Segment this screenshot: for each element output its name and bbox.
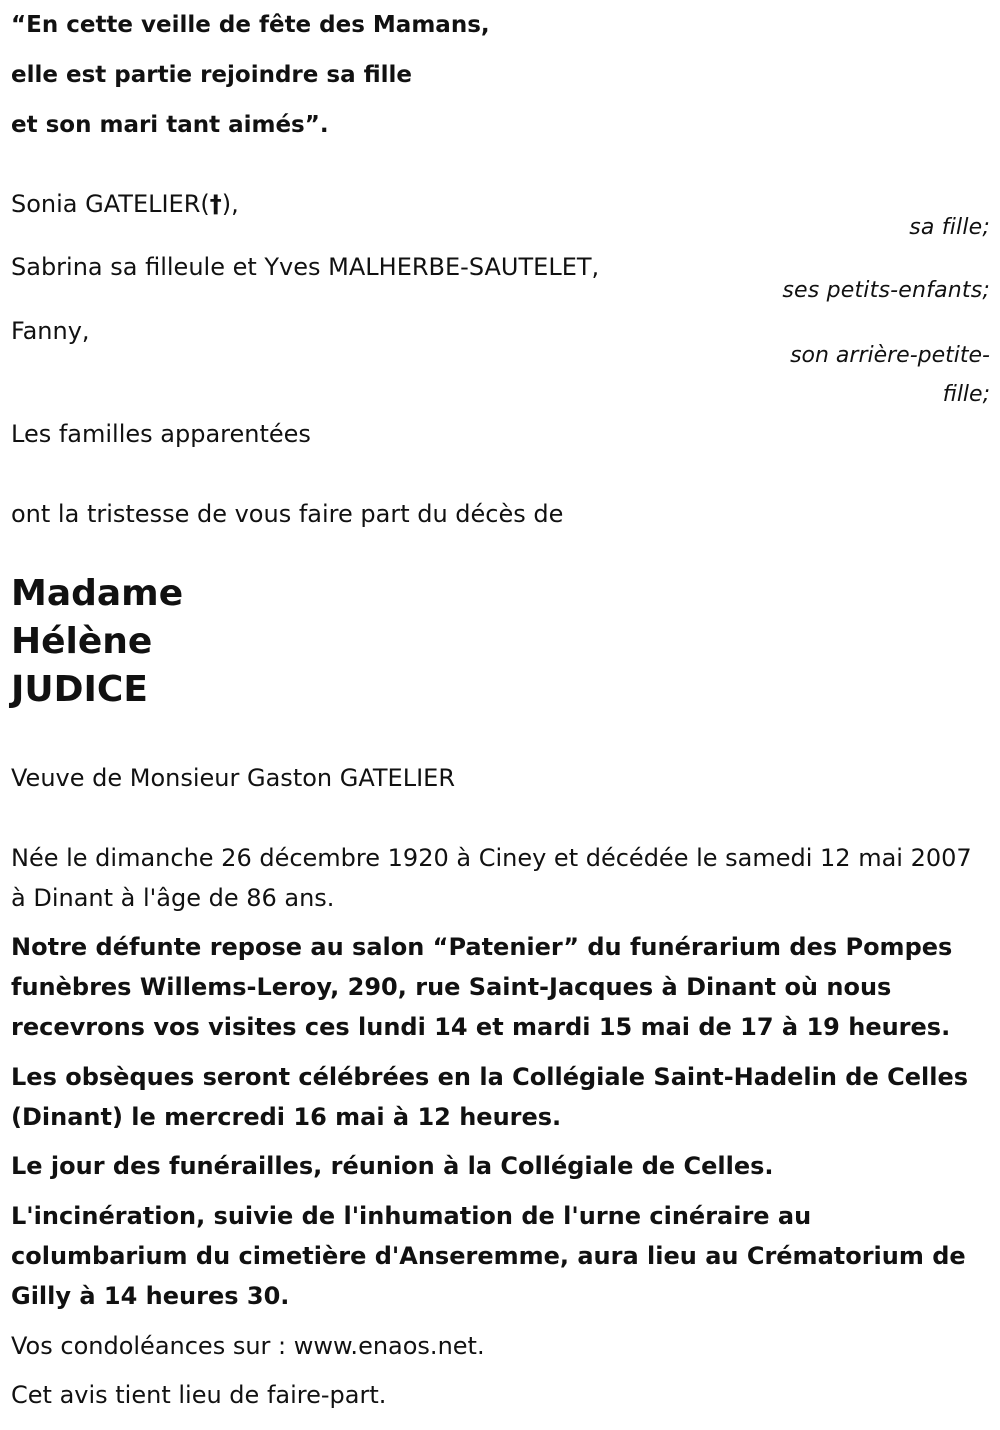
related-families: Les familles apparentées [11, 420, 311, 448]
family-member-1-name: Sonia GATELIER( [11, 190, 210, 218]
announcement-text: ont la tristesse de vous faire part du décès de [11, 500, 564, 528]
deceased-last-name: JUDICE [11, 669, 148, 710]
family-member-2: Sabrina sa filleule et Yves MALHERBE-SAUTELET, [11, 253, 600, 281]
family-role-2: ses petits-enfants; [782, 278, 990, 303]
quote-line-2: elle est partie rejoindre sa fille [11, 62, 413, 88]
cremation-details: L'incinération, suivie de l'inhumation de l'urne cinéraire au columbarium du cimetière d'Anseremme, aura lieu au Crématorium de Gilly à 14 heures 30. [11, 1202, 966, 1310]
visitation-details: Notre défunte repose au salon “Patenier” du funérarium des Pompes funèbres Willems-Leroy, 290, rue Saint-Jacques à Dinant où nous recevrons vos visites ces lundi 14 et mardi 15 mai de 17 à 19 heures. [11, 933, 953, 1041]
quote-line-3: et son mari tant aimés”. [11, 112, 329, 138]
deceased-first-name: Hélène [11, 621, 153, 662]
family-role-3-line-2: fille; [942, 382, 990, 407]
family-member-3: Fanny, [11, 317, 90, 345]
family-role-3-line-1: son arrière-petite- [790, 343, 990, 368]
family-member-1 [11, 189, 239, 219]
birth-death-details: Née le dimanche 26 décembre 1920 à Ciney et décédée le samedi 12 mai 2007 à Dinant à l'âge de 86 ans. [11, 844, 972, 912]
notice-text: Cet avis tient lieu de faire-part. [11, 1381, 387, 1409]
widow-of: Veuve de Monsieur Gaston GATELIER [11, 764, 456, 792]
meeting-details: Le jour des funérailles, réunion à la Collégiale de Celles. [11, 1152, 774, 1180]
quote-line-1: “En cette veille de fête des Mamans, [11, 12, 490, 38]
family-member-1-suffix: ), [221, 190, 239, 218]
condolences-text: Vos condoléances sur : www.enaos.net. [11, 1332, 485, 1360]
cross-icon: † [209, 190, 222, 218]
family-role-1: sa fille; [909, 215, 990, 240]
deceased-title: Madame [11, 573, 184, 614]
funeral-details: Les obsèques seront célébrées en la Collégiale Saint-Hadelin de Celles (Dinant) le mercredi 16 mai à 12 heures. [11, 1063, 969, 1131]
family-role-3 [790, 336, 990, 414]
